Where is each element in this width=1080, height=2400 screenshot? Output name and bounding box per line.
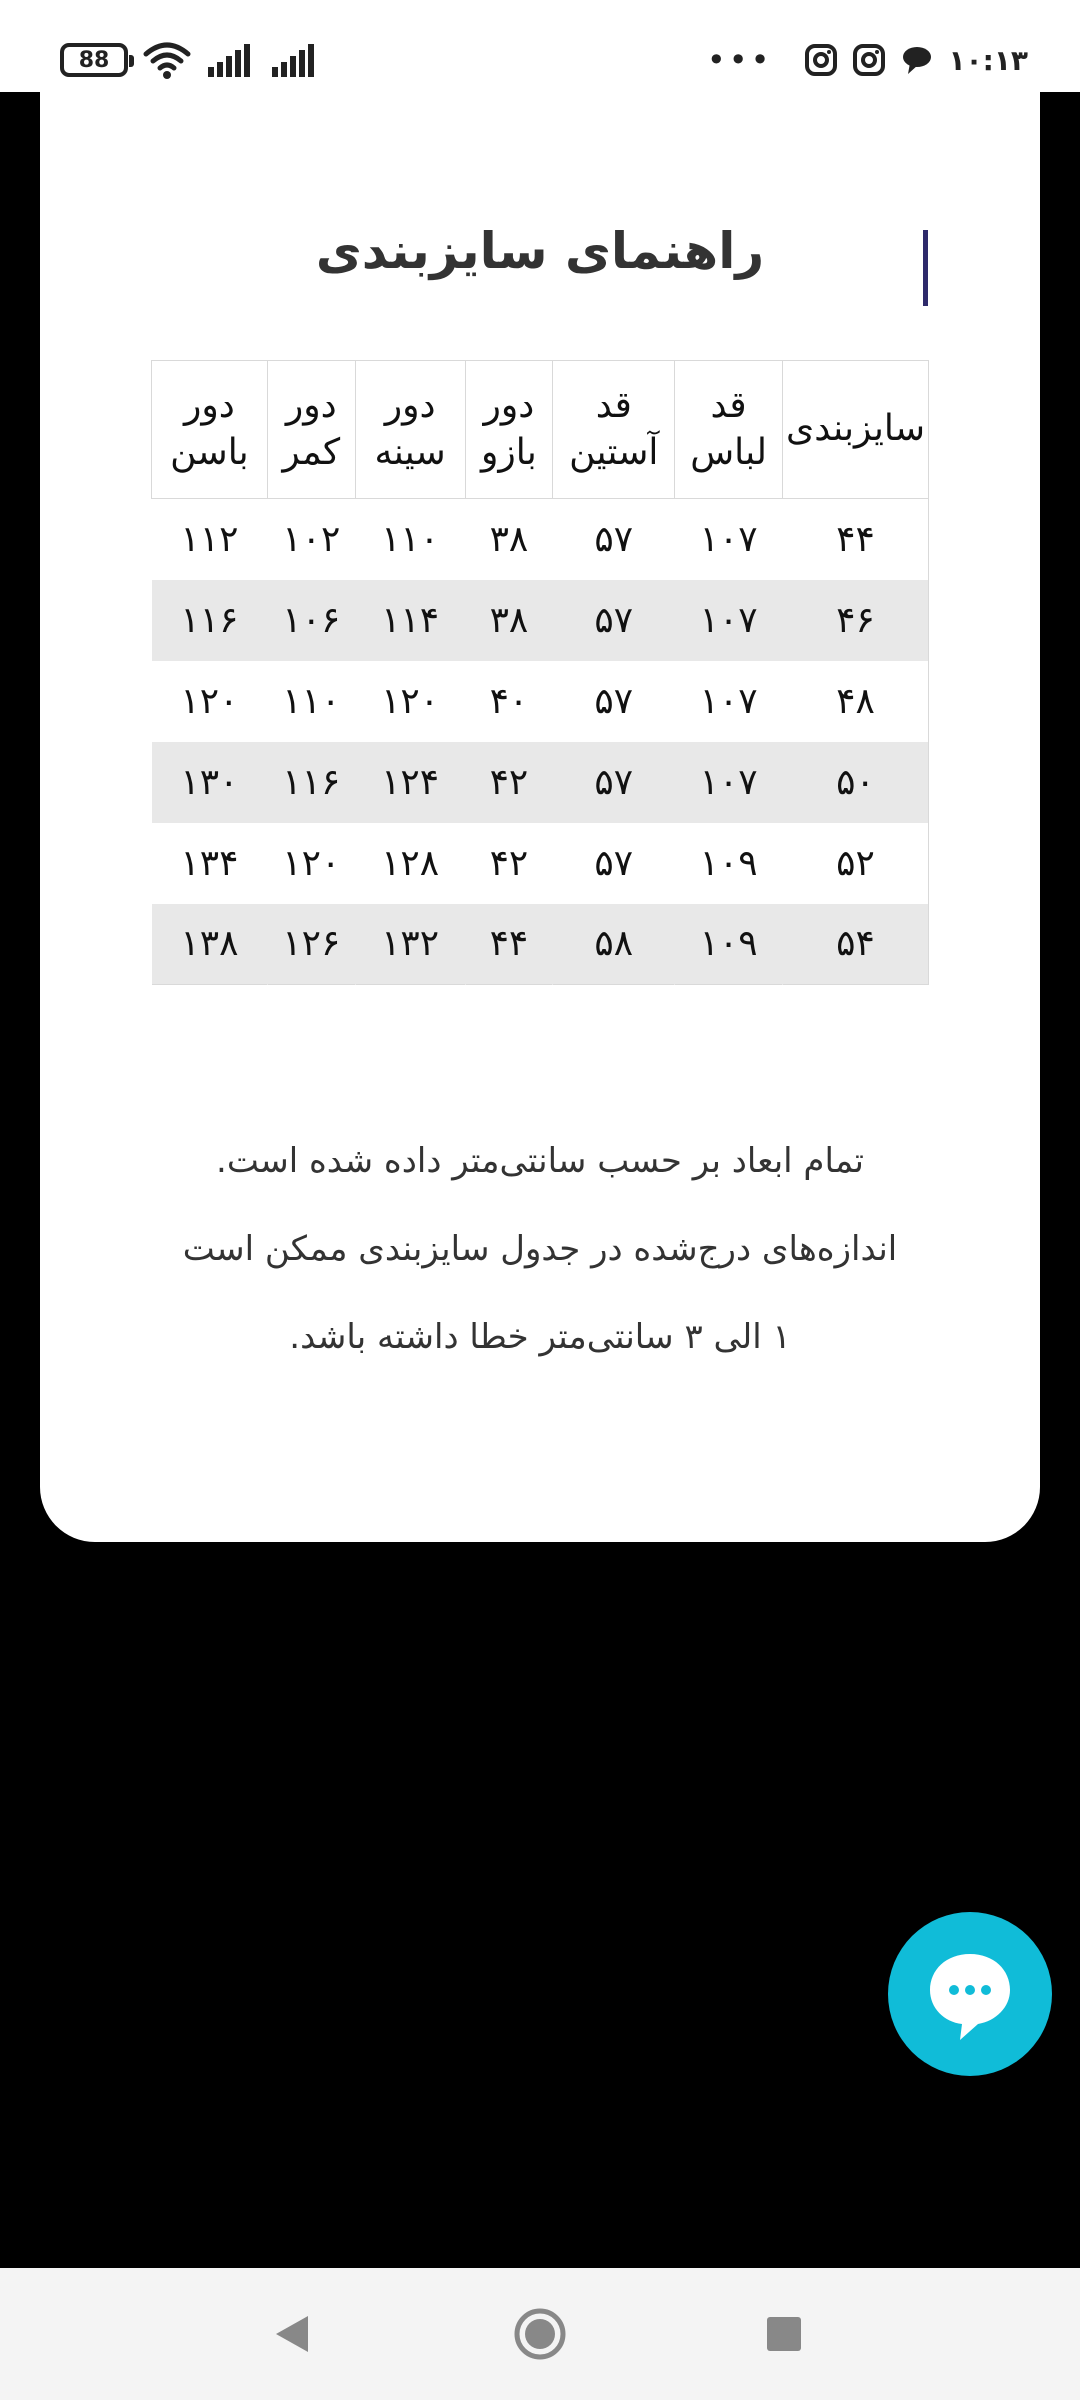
table-row <box>152 580 929 661</box>
back-button[interactable] <box>256 2298 328 2370</box>
battery-level: 88 <box>78 47 110 73</box>
table-cell: ۵۷ <box>553 661 675 742</box>
instagram-icon <box>804 43 838 77</box>
header-arm: دور بازو <box>465 361 553 499</box>
recents-square-icon <box>765 2315 803 2353</box>
status-indicators <box>60 40 320 80</box>
table-cell: ۵۲ <box>783 823 929 904</box>
chat-bubble-icon <box>920 1944 1020 2044</box>
table-cell: ۵۷ <box>553 742 675 823</box>
instagram-icon-2 <box>852 43 886 77</box>
table-cell: ۳۸ <box>465 499 553 580</box>
table-cell: ۱۳۰ <box>152 742 268 823</box>
table-cell: ۱۲۶ <box>267 904 355 985</box>
signal-icon-2 <box>270 43 320 77</box>
table-cell: ۴۰ <box>465 661 553 742</box>
table-cell: ۴۲ <box>465 742 553 823</box>
table-cell: ۱۲۰ <box>152 661 268 742</box>
table-cell: ۴۸ <box>783 661 929 742</box>
signal-icon <box>206 43 256 77</box>
table-cell: ۱۰۲ <box>267 499 355 580</box>
table-cell: ۵۷ <box>553 580 675 661</box>
wifi-icon <box>142 40 192 80</box>
header-chest: دور سینه <box>355 361 465 499</box>
header-size: سایزبندی <box>783 361 929 499</box>
table-header-row <box>152 361 929 499</box>
recents-button[interactable] <box>748 2298 820 2370</box>
table-cell: ۵۸ <box>553 904 675 985</box>
table-cell: ۱۰۷ <box>675 661 783 742</box>
table-cell: ۱۱۶ <box>152 580 268 661</box>
table-cell: ۱۳۴ <box>152 823 268 904</box>
table-cell: ۵۷ <box>553 823 675 904</box>
header-dress-length: قد لباس <box>675 361 783 499</box>
table-cell: ۴۴ <box>465 904 553 985</box>
table-cell: ۱۰۹ <box>675 823 783 904</box>
table-cell: ۱۰۶ <box>267 580 355 661</box>
table-row <box>152 661 929 742</box>
measurement-note <box>40 1117 1040 1381</box>
status-time: ۱۰:۱۳ <box>948 43 1028 77</box>
home-circle-icon <box>513 2307 567 2361</box>
table-cell: ۵۰ <box>783 742 929 823</box>
size-table <box>151 360 929 985</box>
table-cell: ۴۲ <box>465 823 553 904</box>
table-cell: ۱۳۲ <box>355 904 465 985</box>
table-cell: ۱۲۸ <box>355 823 465 904</box>
table-cell: ۵۷ <box>553 499 675 580</box>
size-guide-card <box>40 92 1040 1542</box>
table-cell: ۱۱۰ <box>355 499 465 580</box>
table-row <box>152 499 929 580</box>
back-triangle-icon <box>272 2312 312 2356</box>
table-cell: ۵۴ <box>783 904 929 985</box>
table-cell: ۱۰۷ <box>675 499 783 580</box>
header-sleeve-length: قد آستین <box>553 361 675 499</box>
navigation-bar <box>0 2268 1080 2400</box>
battery-icon <box>60 43 128 77</box>
note-line-3: ۱ الی ۳ سانتی‌متر خطا داشته باشد. <box>289 1317 791 1357</box>
table-cell: ۴۴ <box>783 499 929 580</box>
table-cell: ۱۲۴ <box>355 742 465 823</box>
table-cell: ۱۱۲ <box>152 499 268 580</box>
header-hip: دور باسن <box>152 361 268 499</box>
home-button[interactable] <box>504 2298 576 2370</box>
status-right <box>707 40 1028 80</box>
page-title: راهنمای سایزبندی <box>315 222 765 280</box>
chat-notification-icon <box>900 43 934 77</box>
table-row <box>152 904 929 985</box>
table-cell: ۱۰۷ <box>675 580 783 661</box>
table-cell: ۱۳۸ <box>152 904 268 985</box>
more-dots-icon: ••• <box>706 41 773 79</box>
table-cell: ۱۰۹ <box>675 904 783 985</box>
note-line-1: تمام ابعاد بر حسب سانتی‌متر داده شده است. <box>216 1141 864 1181</box>
table-cell: ۱۱۶ <box>267 742 355 823</box>
table-cell: ۳۸ <box>465 580 553 661</box>
table-row <box>152 823 929 904</box>
table-cell: ۱۱۴ <box>355 580 465 661</box>
table-cell: ۱۲۰ <box>355 661 465 742</box>
header-waist: دور کمر <box>267 361 355 499</box>
note-line-2: اندازه‌های درج‌شده در جدول سایزبندی ممکن است <box>182 1229 898 1269</box>
table-row <box>152 742 929 823</box>
status-bar <box>0 0 1080 92</box>
table-cell: ۴۶ <box>783 580 929 661</box>
chat-button[interactable] <box>888 1912 1052 2076</box>
table-cell: ۱۱۰ <box>267 661 355 742</box>
table-cell: ۱۲۰ <box>267 823 355 904</box>
table-cell: ۱۰۷ <box>675 742 783 823</box>
